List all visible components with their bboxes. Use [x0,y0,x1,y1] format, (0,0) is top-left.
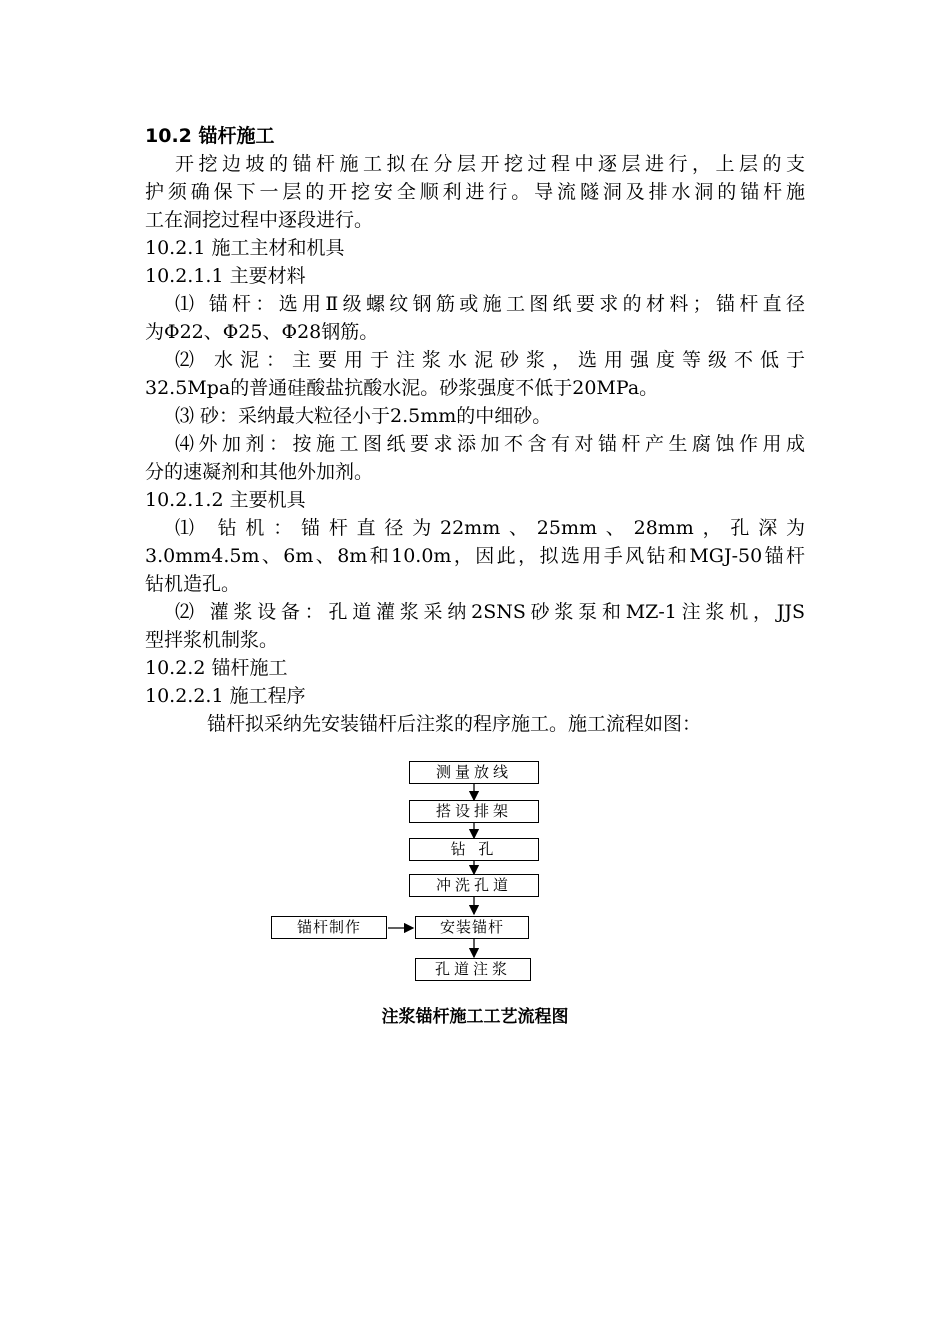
paragraph-line: ⑶ 砂：采纳最大粒径小于2.5mm的中细砂。 [175,405,552,427]
subsection-heading: 10.2.2.1 施工程序 [145,685,306,707]
paragraph-line: 钻机造孔。 [145,573,241,595]
paragraph-line: 开挖边坡的锚杆施工拟在分层开挖过程中逐层进行，上层的支 [175,153,805,175]
flow-step-survey: 测量放线 [409,761,539,784]
paragraph-line: 3.0mm4.5m、6m、8m和10.0m，因此，拟选用手风钻和MGJ-50锚杆 [145,545,805,567]
paragraph-line: 32.5Mpa的普通硅酸盐抗酸水泥。砂浆强度不低于20MPa。 [145,377,659,399]
paragraph-line: ⑷外加剂：按施工图纸要求添加不含有对锚杆产生腐蚀作用成 [175,433,805,455]
flow-step-flush: 冲洗孔道 [409,874,539,897]
paragraph-line: 锚杆拟采纳先安装锚杆后注浆的程序施工。施工流程如图： [207,713,702,735]
subsection-heading: 10.2.1.1 主要材料 [145,265,306,287]
subsection-heading: 10.2.1.2 主要机具 [145,489,306,511]
paragraph-line: ⑴ 锚杆：选用Ⅱ级螺纹钢筋或施工图纸要求的材料；锚杆直径 [175,293,805,315]
flow-step-grout: 孔道注浆 [415,958,531,981]
paragraph-line: 型拌浆机制浆。 [145,629,279,651]
subsection-heading: 10.2.2 锚杆施工 [145,657,288,679]
flow-side-fabrication: 锚杆制作 [271,916,387,939]
paragraph-line: 分的速凝剂和其他外加剂。 [145,461,374,483]
paragraph-line: 为Φ22、Φ25、Φ28钢筋。 [145,321,379,343]
flow-step-scaffold: 搭设排架 [409,800,539,823]
figure-caption: 注浆锚杆施工工艺流程图 [381,1007,569,1027]
section-heading: 10.2 锚杆施工 [145,125,275,147]
subsection-heading: 10.2.1 施工主材和机具 [145,237,345,259]
paragraph-line: ⑵ 水泥：主要用于注浆水泥砂浆，选用强度等级不低于 [175,349,805,371]
flow-step-drill: 钻 孔 [409,838,539,861]
paragraph-line: 护须确保下一层的开挖安全顺利进行。导流隧洞及排水洞的锚杆施 [145,181,805,203]
flow-step-install: 安装锚杆 [415,916,529,939]
text-body [145,122,805,738]
paragraph-line: ⑴ 钻机：锚杆直径为22mm、25mm、28mm，孔深为 [175,517,805,539]
paragraph-line: ⑵ 灌浆设备：孔道灌浆采纳2SNS砂浆泵和MZ-1注浆机，JJS [175,601,805,623]
paragraph-line: 工在洞挖过程中逐段进行。 [145,209,374,231]
